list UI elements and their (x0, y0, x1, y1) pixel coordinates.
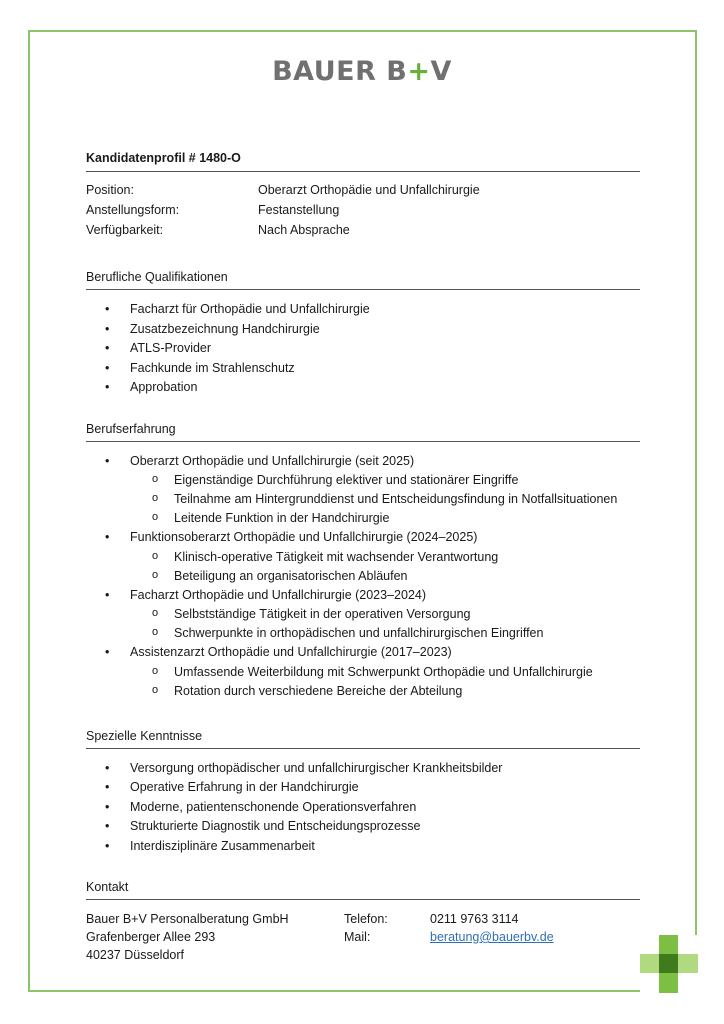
detail-key: Position: (86, 183, 134, 197)
contact-block (86, 910, 640, 964)
frame-border-left (28, 30, 30, 992)
experience-title: Oberarzt Orthopädie und Unfallchirurgie (seit 2025) (130, 453, 415, 468)
skills-heading: Spezielle Kenntnisse (86, 729, 640, 749)
experience-heading: Berufserfahrung (86, 422, 640, 442)
list-item: • Operative Erfahrung in der Handchirurgie (86, 778, 640, 798)
sub-item: o Klinisch-operative Tätigkeit mit wachsender Verantwortung (130, 548, 640, 567)
logo-text-left: BAUER B (272, 56, 408, 87)
logo-plus-icon: + (407, 56, 431, 87)
contact-heading: Kontakt (86, 880, 640, 900)
frame-border-top (28, 30, 697, 32)
experience-title: Facharzt Orthopädie und Unfallchirurgie (2023–2024) (130, 587, 427, 602)
sub-item: o Eigenständige Durchführung elektiver und stationärer Eingriffe (130, 471, 640, 490)
list-item: • Strukturierte Diagnostik und Entscheidungsprozesse (86, 817, 640, 837)
phone-label: Telefon: (344, 912, 388, 926)
qualifications-heading: Berufliche Qualifikationen (86, 270, 640, 290)
list-item: • ATLS-Provider (86, 339, 640, 359)
detail-value: Festanstellung (258, 203, 340, 217)
experience-item (86, 528, 640, 586)
sub-item: o Beteiligung an organisatorischen Abläufen (130, 567, 640, 586)
experience-item (86, 643, 640, 701)
list-item: • Approbation (86, 378, 640, 398)
details-table (86, 180, 640, 240)
experience-title: Funktionsoberarzt Orthopädie und Unfallchirurgie (2024–2025) (130, 530, 478, 544)
experience-title: Assistenzarzt Orthopädie und Unfallchirurgie (2017–2023) (130, 645, 452, 659)
experience-sublist (130, 663, 640, 701)
contact-address (86, 910, 344, 964)
sub-item: o Schwerpunkte in orthopädischen und unfallchirurgischen Eingriffen (130, 624, 640, 643)
detail-key: Anstellungsform: (86, 203, 180, 217)
logo-text-right: V (430, 56, 452, 87)
experience-item (86, 452, 640, 529)
list-item: • Moderne, patientenschonende Operationsverfahren (86, 798, 640, 818)
detail-key: Verfügbarkeit: (86, 223, 164, 237)
sub-item: o Teilnahme am Hintergrunddienst und Entscheidungsfindung in Notfallsituationen (130, 490, 640, 509)
list-item: • Zusatzbezeichnung Handchirurgie (86, 320, 640, 340)
skills-list (86, 759, 640, 857)
company-logo (0, 56, 724, 87)
company-name: Bauer B+V Personalberatung GmbH (86, 912, 289, 926)
detail-row (86, 200, 640, 220)
list-item: • Versorgung orthopädischer und unfallchirurgischer Krankheitsbilder (86, 759, 640, 779)
experience-list (86, 452, 640, 701)
sub-item: o Selbstständige Tätigkeit in der operativen Versorgung (130, 605, 640, 624)
experience-sublist (130, 548, 640, 586)
sub-item: o Leitende Funktion in der Handchirurgie (130, 509, 640, 528)
experience-item (86, 586, 640, 644)
list-item: • Fachkunde im Strahlenschutz (86, 359, 640, 379)
detail-value: Nach Absprache (258, 223, 350, 237)
contact-values (430, 910, 554, 964)
profile-content (86, 151, 640, 964)
contact-labels (344, 910, 430, 964)
city: 40237 Düsseldorf (86, 948, 184, 962)
detail-row (86, 180, 640, 200)
mail-label: Mail: (344, 930, 371, 944)
phone-number: 0211 9763 3114 (430, 912, 519, 926)
experience-sublist (130, 471, 640, 528)
detail-value: Oberarzt Orthopädie und Unfallchirurgie (258, 183, 480, 197)
experience-sublist (130, 605, 640, 643)
list-item: • Interdisziplinäre Zusammenarbeit (86, 837, 640, 857)
sub-item: o Umfassende Weiterbildung mit Schwerpunkt Orthopädie und Unfallchirurgie (130, 663, 640, 682)
sub-item: o Rotation durch verschiedene Bereiche der Abteilung (130, 682, 640, 701)
frame-border-right (695, 30, 697, 935)
green-cross-icon (640, 935, 698, 993)
frame-border-bottom (28, 990, 640, 992)
mail-link[interactable]: beratung@bauerbv.de (430, 930, 554, 944)
cross-center (659, 954, 678, 973)
profile-title: Kandidatenprofil # 1480-O (86, 151, 640, 172)
qualifications-list (86, 300, 640, 398)
detail-row (86, 220, 640, 240)
street: Grafenberger Allee 293 (86, 930, 216, 944)
list-item: • Facharzt für Orthopädie und Unfallchirurgie (86, 300, 640, 320)
